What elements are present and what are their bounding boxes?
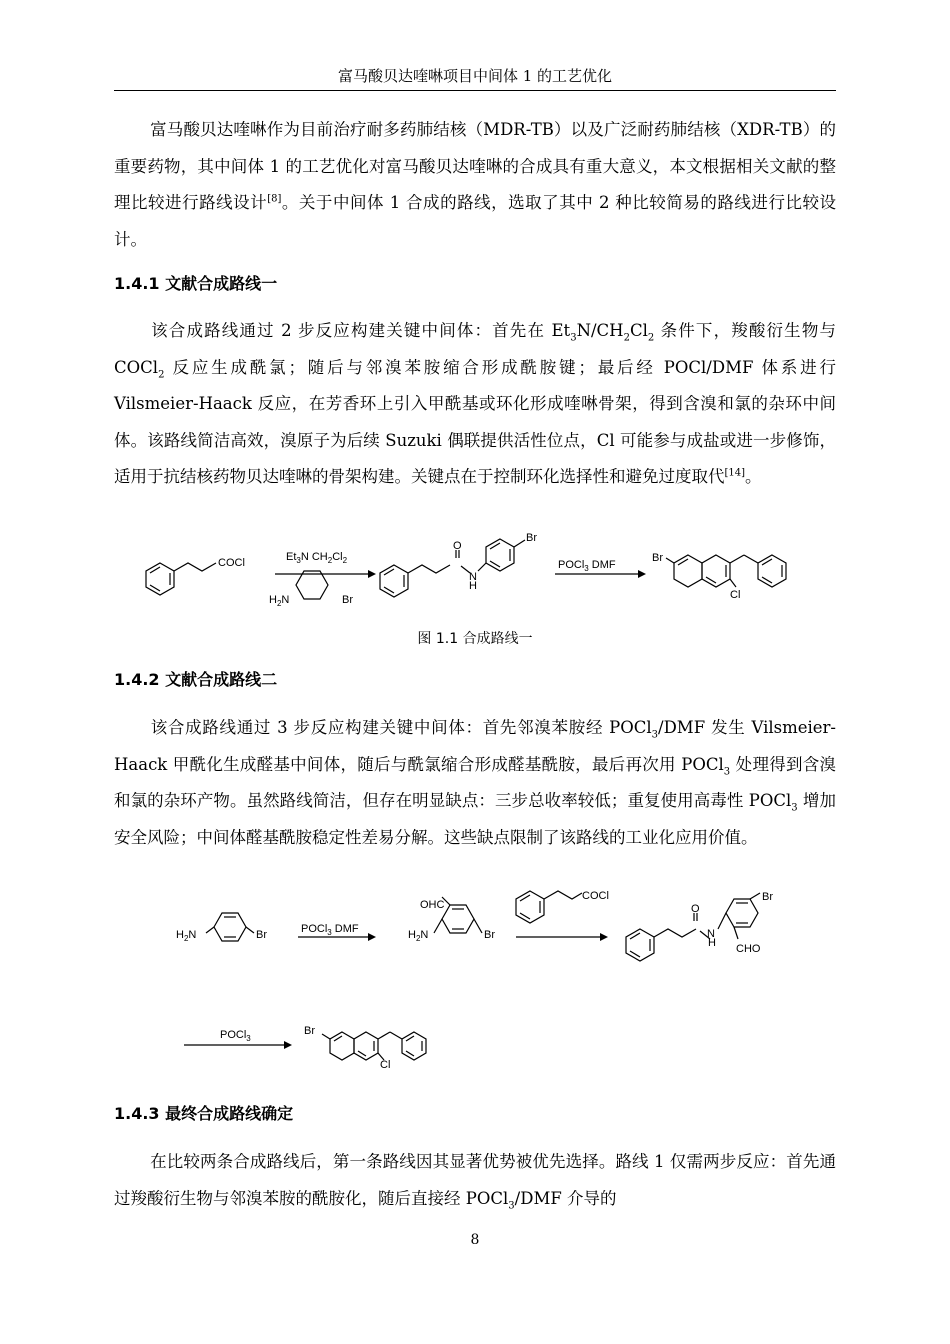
intro-text-b: 。关于中间体 1 合成的路线，选取了其中 2 种比较简易的路线进行比较设计。 xyxy=(114,193,837,249)
header-rule xyxy=(114,90,836,91)
label-cl: Cl xyxy=(380,1059,391,1068)
condition-pocl3-dmf: POCl$_3$ DMF xyxy=(558,559,616,573)
condition-pocl3-dmf: POCl$_3$ DMF xyxy=(301,923,359,937)
s1-text: Cl xyxy=(629,321,648,340)
s2-text: 该合成路线通过 3 步反应构建关键中间体：首先邻溴苯胺经 POCl xyxy=(150,718,652,737)
label-ohc: OHC xyxy=(420,899,445,911)
label-cocl: COCl xyxy=(218,557,245,569)
fused-ring-a xyxy=(674,555,702,587)
bromoaniline-ring xyxy=(296,571,328,599)
reaction-scheme-2-row1 xyxy=(170,885,800,970)
s1-sub: 2 xyxy=(647,332,655,344)
label-br: Br xyxy=(526,532,537,544)
label-n: N xyxy=(469,571,477,583)
page-number: 8 xyxy=(470,1232,480,1248)
section3-paragraph xyxy=(114,1144,836,1217)
condition-pocl3: POCl$_3$ xyxy=(220,1029,251,1043)
label-nh2: $H_2N$ xyxy=(176,929,197,943)
section-heading-1: 1.4.1 文献合成路线一 xyxy=(114,274,278,293)
s2-sub: 3 xyxy=(651,729,659,741)
s1-text: 该合成路线通过 2 步反应构建关键中间体：首先在 Et xyxy=(150,321,571,340)
label-br: Br xyxy=(342,594,353,606)
s2-text: 增加安全风险；中间体醛基酰胺稳定性差易分解。这些缺点限制了该路线的工业化应用价值。 xyxy=(114,791,836,847)
label-br: Br xyxy=(484,929,495,941)
s3-text: 在比较两条合成路线后，第一条路线因其显著优势被优先选择。路线 1 仅需两步反应：首先通过羧酸衍生物与邻溴苯胺的酰胺化，随后直接经 POCl xyxy=(114,1152,836,1208)
label-n: N xyxy=(707,928,715,940)
s1-sub: 3 xyxy=(570,332,577,344)
label-h: H xyxy=(708,937,716,949)
s1-text: 条件下，羧酸衍生物与 COCl xyxy=(114,321,836,377)
section1-paragraph xyxy=(114,313,836,496)
label-cl: Cl xyxy=(730,589,741,601)
label-o: O xyxy=(691,903,700,915)
running-header: 富马酸贝达喹啉项目中间体 1 的工艺优化 xyxy=(337,67,613,85)
label-br: Br xyxy=(304,1025,315,1037)
label-br: Br xyxy=(652,552,663,564)
condition-et3n: $Et_3N$ $CH_2Cl_2$ xyxy=(286,551,348,565)
label-aniline-nh2: $H_2N$ xyxy=(269,594,290,608)
s1-text: 反应生成酰氯；随后与邻溴苯胺缩合形成酰胺键；最后经 POCl/DMF 体系进行 Vilsmeier-Haack 反应，在芳香环上引入甲酰基或环化形成喹啉骨架，得到含溴和氯的杂环中间体。该路线简洁高效，溴原子为后续 Suzuki 偶联提供活性位点，Cl 可能参与成盐或进一步修饰，适用于抗结核药物贝达喹啉的骨架构建。关键点在于控制环化选择性和避免过度取代 xyxy=(114,357,836,486)
intro-text-a: 富马酸贝达喹啉作为目前治疗耐多药肺结核（MDR-TB）以及广泛耐药肺结核（XDR-TB）的重要药物，其中间体 1 的工艺优化对富马酸贝达喹啉的合成具有重大意义，本文根据相关文献的整理比较进行路线设计 xyxy=(114,120,836,212)
figure-caption: 图 1.1 合成路线一 xyxy=(417,631,533,647)
section-heading-3: 1.4.3 最终合成路线确定 xyxy=(114,1104,294,1123)
label-br: Br xyxy=(762,891,773,903)
label-cho: CHO xyxy=(736,943,761,955)
label-nh2: $H_2N$ xyxy=(408,929,429,943)
s1-text: 。 xyxy=(745,467,762,486)
intro-paragraph xyxy=(114,112,836,258)
s2-text: /DMF 发生 Vilsmeier-Haack 甲酰化生成醛基中间体，随后与酰氯缩合形成醛基酰胺，最后再次用 POCl xyxy=(114,718,837,774)
s3-text: /DMF 介导的 xyxy=(514,1188,617,1208)
reaction-scheme-1 xyxy=(130,528,820,620)
label-o: O xyxy=(453,540,462,552)
label-cocl: COCl xyxy=(582,890,609,902)
section-heading-2: 1.4.2 文献合成路线二 xyxy=(114,670,278,689)
intro-citation[interactable]: [8] xyxy=(267,193,282,205)
section2-paragraph xyxy=(114,710,836,856)
s1-sub: 2 xyxy=(158,368,165,380)
label-h: H xyxy=(469,580,477,592)
s1-citation[interactable]: [14] xyxy=(724,467,746,479)
s2-sub: 3 xyxy=(791,802,798,814)
s3-sub: 3 xyxy=(508,1199,515,1211)
label-br: Br xyxy=(256,929,267,941)
s1-text: N/CH xyxy=(576,321,624,340)
s2-sub: 3 xyxy=(723,765,731,777)
s2-text: 处理得到含溴和氯的杂环产物。虽然路线简洁，但存在明显缺点：三步总收率较低；重复使用高毒性 POCl xyxy=(114,754,837,810)
reaction-scheme-2-row2 xyxy=(180,1018,480,1068)
s1-sub: 2 xyxy=(623,332,630,344)
